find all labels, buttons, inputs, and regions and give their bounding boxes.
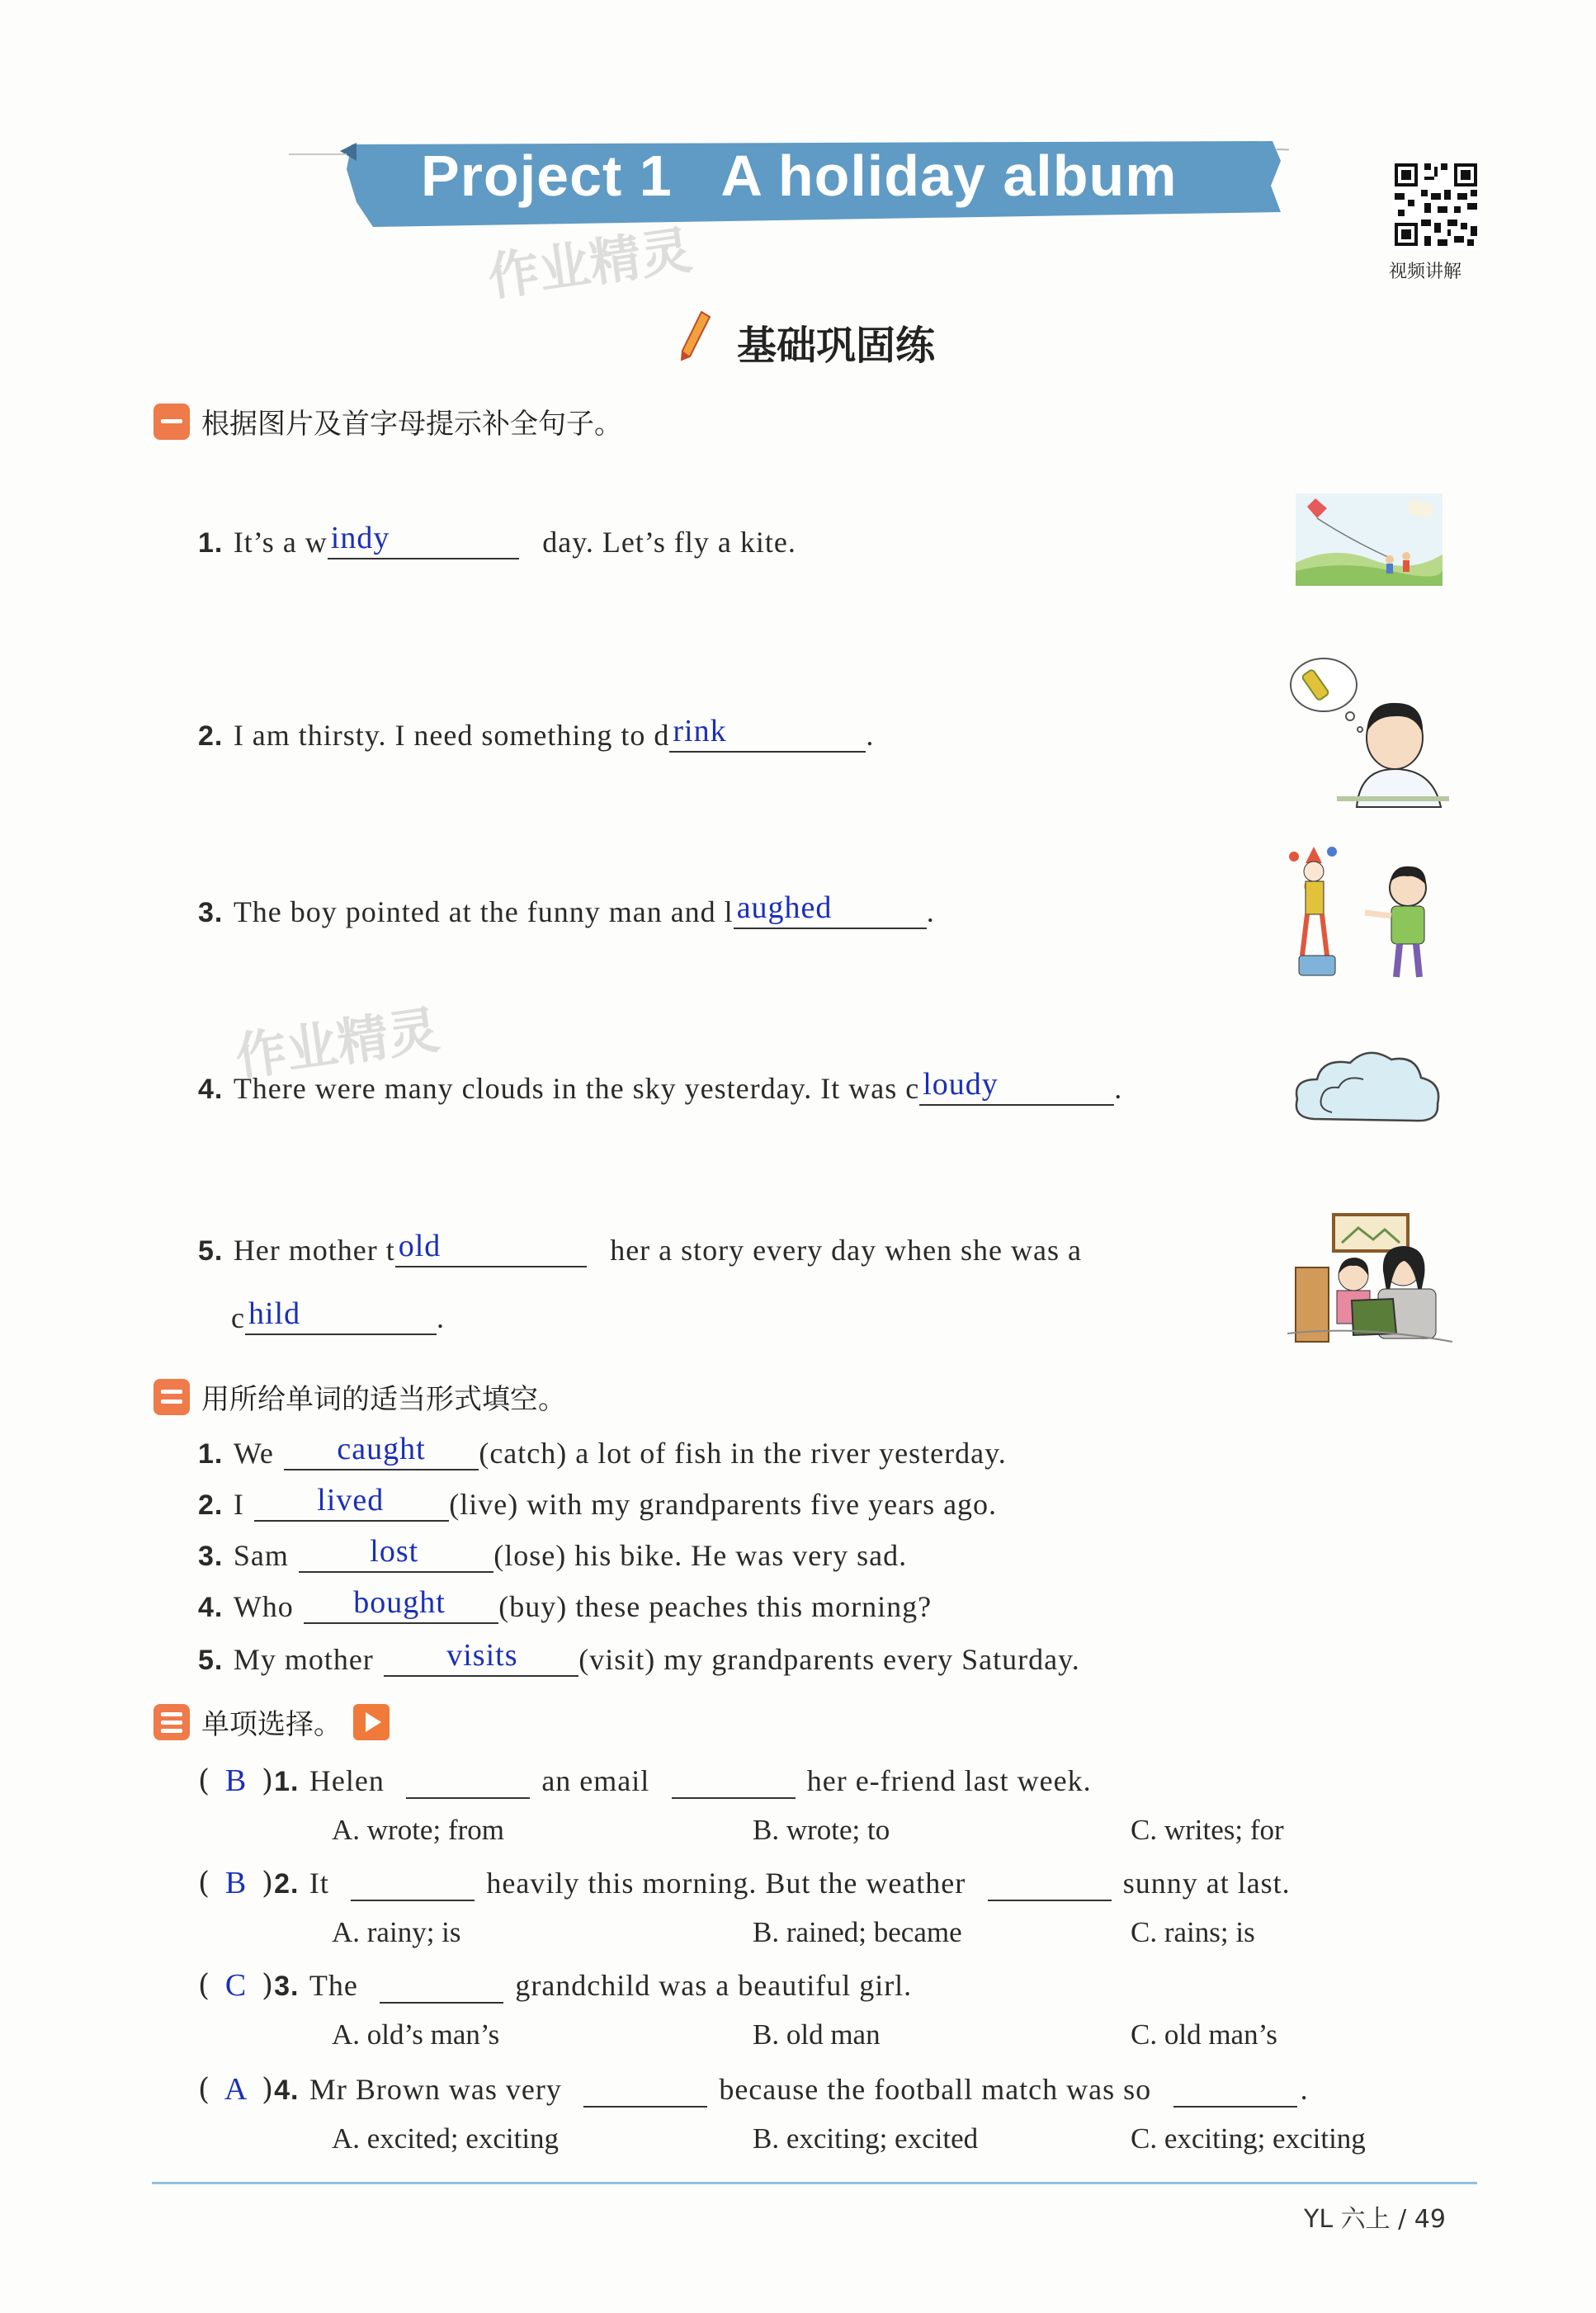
s2-item-4: 4. Who bought (buy) these peaches this morning? [198, 1585, 933, 1623]
cloud-picture [1289, 1041, 1446, 1135]
answer-blank[interactable] [395, 1229, 587, 1267]
mc-2-option-a[interactable]: A. rainy; is [332, 1916, 461, 1948]
section1-header [153, 401, 622, 441]
mc-4-option-c[interactable]: C. exciting; exciting [1131, 2122, 1366, 2155]
answer-blank[interactable] [672, 1766, 796, 1799]
answer-blank[interactable] [328, 521, 519, 559]
qr-code-icon [1391, 160, 1480, 249]
section1-title: 根据图片及首字母提示补全句子。 [201, 408, 622, 441]
handwritten-answer: lost [370, 1534, 419, 1569]
s2-item-1: 1. We caught (catch) a lot of fish in the river yesterday. [198, 1432, 1007, 1470]
kite-picture [1292, 490, 1446, 592]
s2-item-2: 2. I lived (live) with my grandparents five years ago. [198, 1483, 998, 1521]
handwritten-answer: rink [673, 714, 727, 748]
answer-blank[interactable] [384, 1638, 578, 1677]
s2-item-3: 3. Sam lost (lose) his bike. He was very sad. [198, 1534, 908, 1572]
mc-2-option-b[interactable]: B. rained; became [753, 1916, 962, 1948]
mc-1-option-a[interactable]: A. wrote; from [332, 1814, 504, 1846]
mc-item-2: ( B )2. It heavily this morning. But the weather sunny at last. [198, 1866, 1291, 1900]
s1-item-5-line2: c hild . [231, 1296, 445, 1334]
s1-item-1: 1. It’s a w indy day. Let’s fly a kite. [198, 521, 796, 559]
mother-reading-picture [1287, 1210, 1452, 1353]
handwritten-answer: C [224, 1968, 248, 2003]
handwritten-answer: visits [446, 1638, 518, 1673]
qr-code[interactable] [1391, 160, 1480, 249]
mc-item-3: ( C )3. The grandchild was a beautiful girl. [198, 1968, 913, 2003]
answer-blank[interactable] [299, 1534, 493, 1573]
page-number: YL 六上 / 49 [1304, 2205, 1446, 2234]
mc-item-1: ( B )1. Helen an email her e-friend last week. [198, 1763, 1092, 1798]
answer-blank[interactable] [245, 1296, 437, 1335]
pencil-icon [678, 310, 711, 366]
handwritten-answer: lived [317, 1483, 385, 1518]
section3-header [153, 1702, 390, 1742]
mc-1-option-b[interactable]: B. wrote; to [753, 1814, 890, 1846]
section3-title: 单项选择。 [201, 1708, 342, 1741]
section2-header [153, 1376, 566, 1417]
answer-blank[interactable] [669, 714, 866, 753]
answer-blank[interactable] [988, 1868, 1112, 1901]
handwritten-answer: loudy [923, 1067, 999, 1102]
mc-3-option-b[interactable]: B. old man [753, 2018, 881, 2051]
qr-label: 视频讲解 [1389, 262, 1462, 282]
video-play-icon[interactable] [353, 1704, 390, 1740]
mc-4-option-b[interactable]: B. exciting; excited [753, 2122, 979, 2155]
subtitle: 基础巩固练 [737, 323, 936, 369]
section-one-icon [153, 404, 190, 440]
answer-blank[interactable] [380, 1971, 503, 2004]
section-two-icon [153, 1379, 190, 1415]
s1-item-4: 4. There were many clouds in the sky yesterday. It was c loudy . [198, 1067, 1123, 1105]
s1-item-5: 5. Her mother t old her a story every day when she was a [198, 1229, 1083, 1267]
answer-blank[interactable] [583, 2075, 707, 2108]
handwritten-answer: caught [337, 1432, 426, 1466]
answer-blank[interactable] [254, 1483, 449, 1522]
watermark: 作业精灵 [484, 219, 696, 308]
title-banner [340, 136, 1289, 234]
handwritten-answer: bought [353, 1585, 446, 1620]
answer-blank[interactable] [351, 1868, 475, 1901]
section2-title: 用所给单词的适当形式填空。 [201, 1383, 566, 1416]
mc-item-4: ( A )4. Mr Brown was very because the football match was so . [198, 2072, 1309, 2107]
page-title: Project 1 A holiday album [421, 144, 1178, 208]
answer-blank[interactable] [734, 890, 927, 929]
answer-blank[interactable] [406, 1766, 530, 1799]
answer-blank[interactable] [284, 1432, 479, 1470]
handwritten-answer: aughed [736, 890, 833, 925]
watermark: 作业精灵 [231, 999, 443, 1088]
handwritten-answer: hild [248, 1296, 301, 1331]
handwritten-answer: old [398, 1229, 441, 1263]
mc-3-option-a[interactable]: A. old’s man’s [332, 2018, 500, 2051]
footer-rule [152, 2182, 1477, 2184]
mc-4-option-a[interactable]: A. excited; exciting [332, 2122, 560, 2155]
clown-boy-picture [1284, 840, 1449, 992]
s1-item-3: 3. The boy pointed at the funny man and l aughed . [198, 890, 935, 928]
thirsty-boy-picture [1287, 654, 1452, 814]
banner-rule-left [289, 153, 347, 155]
answer-blank[interactable] [919, 1067, 1114, 1106]
mc-2-option-c[interactable]: C. rains; is [1131, 1916, 1255, 1948]
handwritten-answer: B [224, 1866, 248, 1900]
mc-1-option-c[interactable]: C. writes; for [1131, 1814, 1284, 1846]
handwritten-answer: B [224, 1763, 248, 1798]
s2-item-5: 5. My mother visits (visit) my grandparents every Saturday. [198, 1638, 1080, 1676]
s1-item-2: 2. I am thirsty. I need something to d rink . [198, 714, 875, 752]
handwritten-answer: indy [330, 521, 390, 555]
answer-blank[interactable] [1173, 2075, 1297, 2108]
answer-blank[interactable] [304, 1585, 498, 1624]
section-three-icon [153, 1704, 190, 1740]
mc-3-option-c[interactable]: C. old man’s [1131, 2018, 1277, 2051]
handwritten-answer: A [224, 2072, 248, 2107]
